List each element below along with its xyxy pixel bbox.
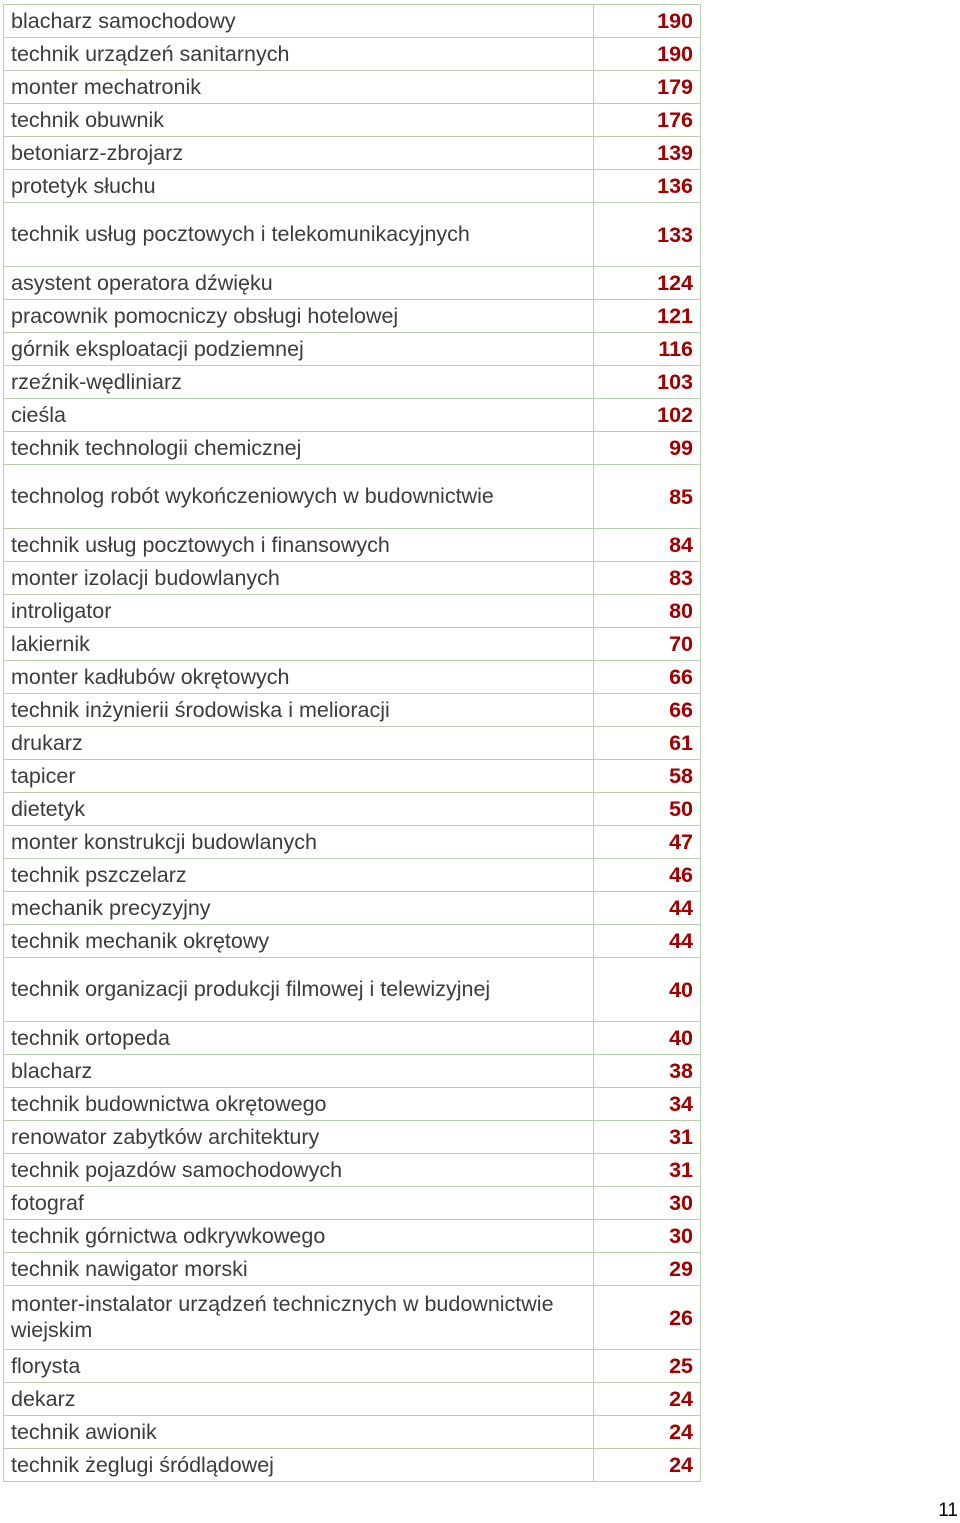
profession-count: 26	[594, 1286, 701, 1350]
table-row	[4, 760, 701, 793]
professions-table-container	[3, 4, 694, 1482]
profession-count: 44	[594, 925, 701, 958]
table-row	[4, 661, 701, 694]
profession-count: 31	[594, 1154, 701, 1187]
table-row	[4, 1154, 701, 1187]
table-row	[4, 1416, 701, 1449]
profession-name: monter-instalator urządzeń technicznych w budownictwie wiejskim	[4, 1286, 594, 1350]
profession-count: 139	[594, 137, 701, 170]
profession-count: 99	[594, 432, 701, 465]
table-row	[4, 562, 701, 595]
table-row	[4, 628, 701, 661]
table-row	[4, 694, 701, 727]
profession-name: technik górnictwa odkrywkowego	[4, 1220, 594, 1253]
profession-name: renowator zabytków architektury	[4, 1121, 594, 1154]
profession-name: mechanik precyzyjny	[4, 892, 594, 925]
profession-count: 40	[594, 958, 701, 1022]
table-row	[4, 1350, 701, 1383]
profession-name: technik inżynierii środowiska i melioracji	[4, 694, 594, 727]
table-row	[4, 170, 701, 203]
table-row	[4, 793, 701, 826]
profession-count: 24	[594, 1383, 701, 1416]
profession-name: tapicer	[4, 760, 594, 793]
profession-count: 124	[594, 267, 701, 300]
table-row	[4, 1121, 701, 1154]
profession-count: 66	[594, 694, 701, 727]
profession-count: 70	[594, 628, 701, 661]
profession-count: 85	[594, 465, 701, 529]
table-row	[4, 595, 701, 628]
profession-count: 136	[594, 170, 701, 203]
table-row	[4, 727, 701, 760]
profession-name: monter mechatronik	[4, 71, 594, 104]
table-row	[4, 1449, 701, 1482]
profession-name: rzeźnik-wędliniarz	[4, 366, 594, 399]
table-row	[4, 1022, 701, 1055]
profession-name: cieśla	[4, 399, 594, 432]
profession-count: 29	[594, 1253, 701, 1286]
table-row	[4, 399, 701, 432]
table-row	[4, 859, 701, 892]
table-row	[4, 1286, 701, 1350]
profession-count: 66	[594, 661, 701, 694]
profession-name: pracownik pomocniczy obsługi hotelowej	[4, 300, 594, 333]
profession-name: technik technologii chemicznej	[4, 432, 594, 465]
profession-count: 30	[594, 1220, 701, 1253]
profession-name: protetyk słuchu	[4, 170, 594, 203]
profession-name: lakiernik	[4, 628, 594, 661]
profession-name: technik pojazdów samochodowych	[4, 1154, 594, 1187]
profession-count: 34	[594, 1088, 701, 1121]
profession-count: 31	[594, 1121, 701, 1154]
table-row	[4, 1383, 701, 1416]
profession-name: technik ortopeda	[4, 1022, 594, 1055]
profession-name: asystent operatora dźwięku	[4, 267, 594, 300]
table-row	[4, 958, 701, 1022]
profession-name: technolog robót wykończeniowych w budownictwie	[4, 465, 594, 529]
table-row	[4, 333, 701, 366]
table-row	[4, 366, 701, 399]
profession-count: 133	[594, 203, 701, 267]
table-row	[4, 71, 701, 104]
table-row	[4, 529, 701, 562]
profession-name: technik awionik	[4, 1416, 594, 1449]
profession-count: 121	[594, 300, 701, 333]
profession-name: blacharz samochodowy	[4, 5, 594, 38]
profession-name: introligator	[4, 595, 594, 628]
profession-count: 38	[594, 1055, 701, 1088]
profession-name: blacharz	[4, 1055, 594, 1088]
table-row	[4, 1088, 701, 1121]
profession-count: 179	[594, 71, 701, 104]
profession-count: 58	[594, 760, 701, 793]
profession-name: technik organizacji produkcji filmowej i telewizyjnej	[4, 958, 594, 1022]
profession-count: 116	[594, 333, 701, 366]
page-number: 11	[938, 1500, 958, 1521]
profession-name: betoniarz-zbrojarz	[4, 137, 594, 170]
table-row	[4, 38, 701, 71]
profession-name: monter kadłubów okrętowych	[4, 661, 594, 694]
profession-name: monter izolacji budowlanych	[4, 562, 594, 595]
profession-count: 24	[594, 1416, 701, 1449]
profession-name: technik pszczelarz	[4, 859, 594, 892]
profession-name: technik nawigator morski	[4, 1253, 594, 1286]
profession-count: 30	[594, 1187, 701, 1220]
profession-count: 44	[594, 892, 701, 925]
profession-name: technik obuwnik	[4, 104, 594, 137]
profession-name: technik budownictwa okrętowego	[4, 1088, 594, 1121]
profession-name: drukarz	[4, 727, 594, 760]
profession-count: 46	[594, 859, 701, 892]
profession-count: 190	[594, 5, 701, 38]
profession-name: technik mechanik okrętowy	[4, 925, 594, 958]
profession-count: 40	[594, 1022, 701, 1055]
profession-name: dietetyk	[4, 793, 594, 826]
profession-name: monter konstrukcji budowlanych	[4, 826, 594, 859]
profession-count: 50	[594, 793, 701, 826]
profession-name: technik usług pocztowych i finansowych	[4, 529, 594, 562]
table-row	[4, 432, 701, 465]
profession-count: 103	[594, 366, 701, 399]
profession-count: 47	[594, 826, 701, 859]
table-row	[4, 104, 701, 137]
professions-table	[3, 4, 701, 1482]
table-row	[4, 465, 701, 529]
table-row	[4, 925, 701, 958]
profession-count: 176	[594, 104, 701, 137]
profession-name: technik urządzeń sanitarnych	[4, 38, 594, 71]
profession-count: 25	[594, 1350, 701, 1383]
profession-name: górnik eksploatacji podziemnej	[4, 333, 594, 366]
professions-table-body	[4, 5, 701, 1482]
profession-name: fotograf	[4, 1187, 594, 1220]
table-row	[4, 137, 701, 170]
profession-count: 24	[594, 1449, 701, 1482]
profession-name: technik usług pocztowych i telekomunikacyjnych	[4, 203, 594, 267]
profession-name: technik żeglugi śródlądowej	[4, 1449, 594, 1482]
profession-count: 83	[594, 562, 701, 595]
table-row	[4, 892, 701, 925]
profession-count: 102	[594, 399, 701, 432]
table-row	[4, 1220, 701, 1253]
profession-name: dekarz	[4, 1383, 594, 1416]
table-row	[4, 1055, 701, 1088]
table-row	[4, 826, 701, 859]
profession-name: florysta	[4, 1350, 594, 1383]
table-row	[4, 1253, 701, 1286]
table-row	[4, 5, 701, 38]
profession-count: 84	[594, 529, 701, 562]
table-row	[4, 203, 701, 267]
profession-count: 80	[594, 595, 701, 628]
profession-count: 61	[594, 727, 701, 760]
profession-count: 190	[594, 38, 701, 71]
table-row	[4, 1187, 701, 1220]
table-row	[4, 300, 701, 333]
table-row	[4, 267, 701, 300]
